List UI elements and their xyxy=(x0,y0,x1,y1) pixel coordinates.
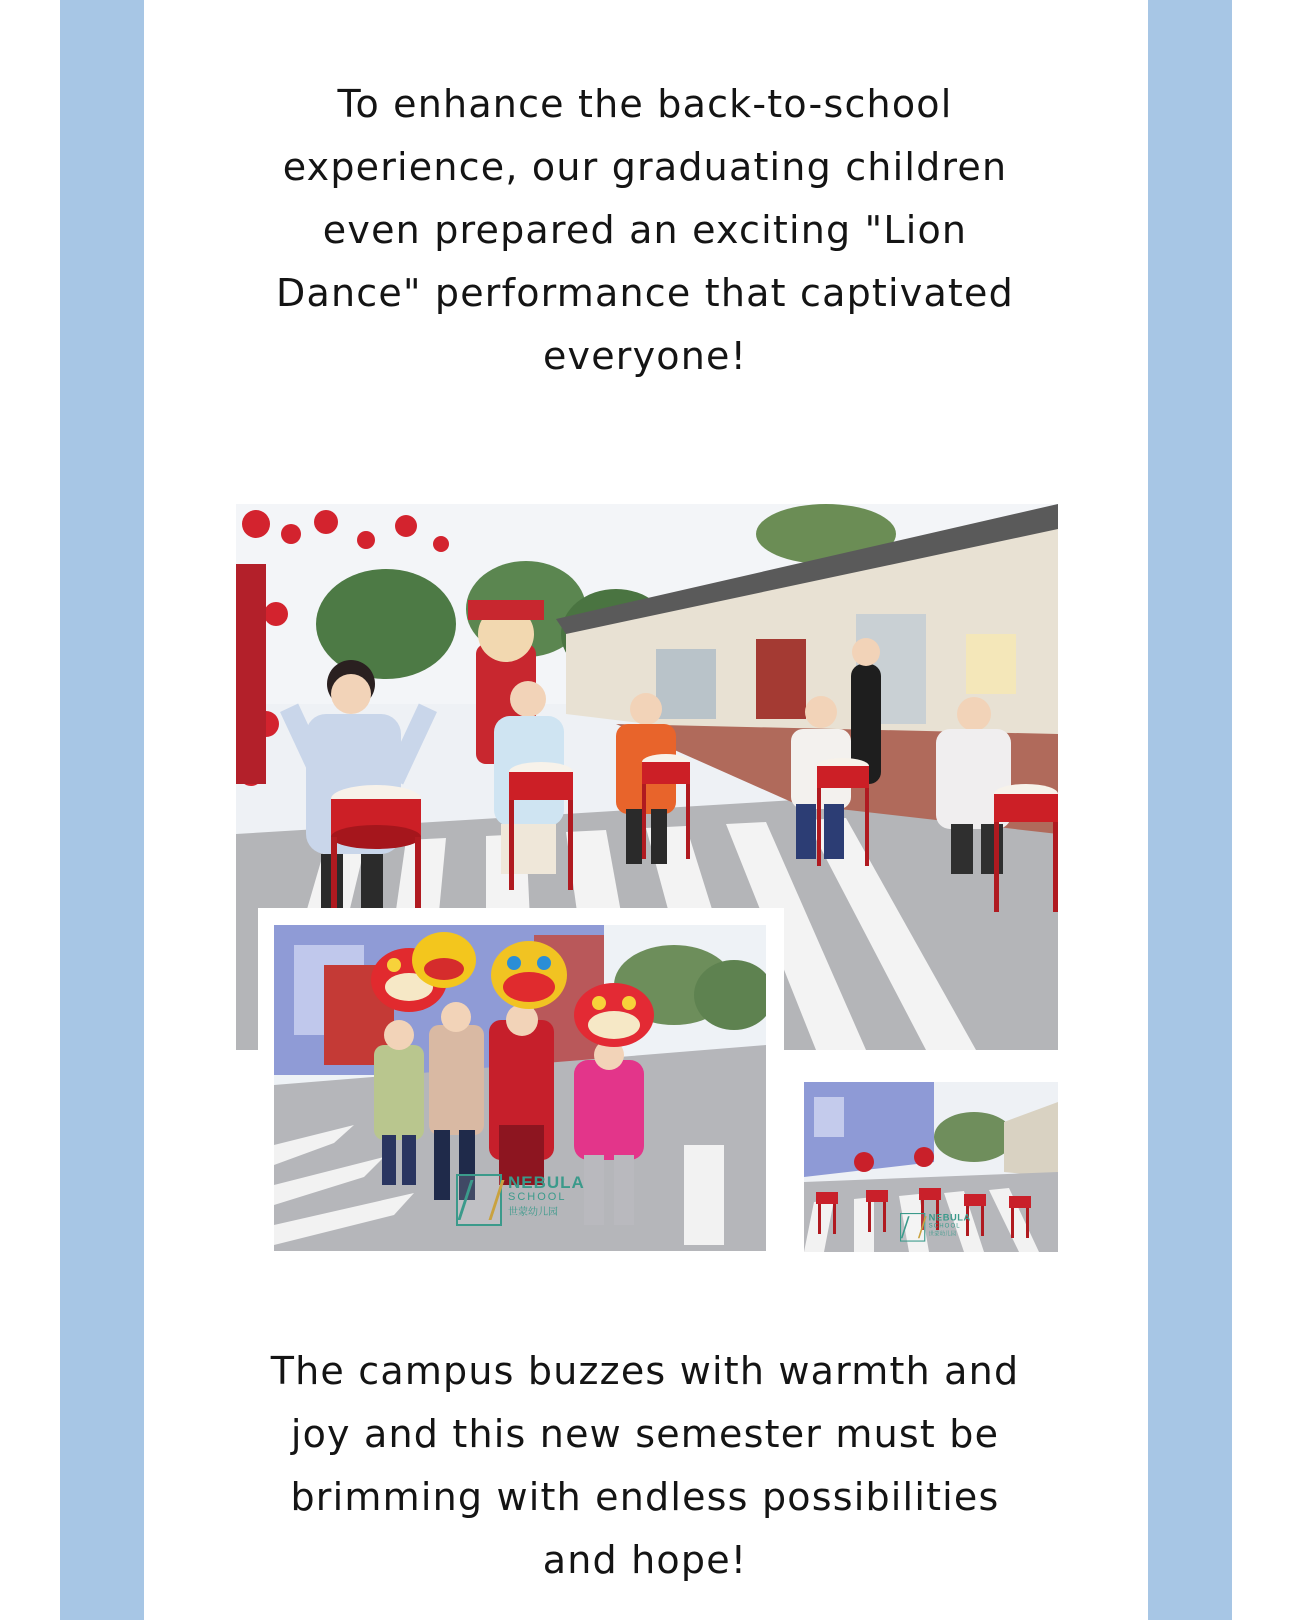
nebula-logo-mark-small-icon xyxy=(900,1213,925,1242)
logo-chinese-name: 世蒙幼儿园 xyxy=(508,1207,558,1218)
left-side-band xyxy=(60,0,144,1620)
logo-small-name-line1: NEBULA xyxy=(928,1212,971,1223)
closing-paragraph: The campus buzzes with warmth and joy and this new semester must be brimming with endless possibilities and hope! xyxy=(270,1349,1020,1582)
nebula-logo-mark-icon xyxy=(456,1174,502,1226)
logo-small-chinese-name: 世蒙幼儿园 xyxy=(928,1231,957,1238)
intro-paragraph: To enhance the back-to-school experience, our graduating children even prepared an exciting "Lion Dance" performance that captivated everyone! xyxy=(276,82,1014,378)
right-side-band xyxy=(1148,0,1232,1620)
logo-name-line1: NEBULA xyxy=(508,1173,585,1192)
nebula-school-logo-small xyxy=(900,1213,971,1242)
logo-small-name-line2: SCHOOL xyxy=(928,1222,961,1229)
logo-name-line2: SCHOOL xyxy=(508,1191,567,1203)
nebula-school-logo xyxy=(456,1174,585,1226)
